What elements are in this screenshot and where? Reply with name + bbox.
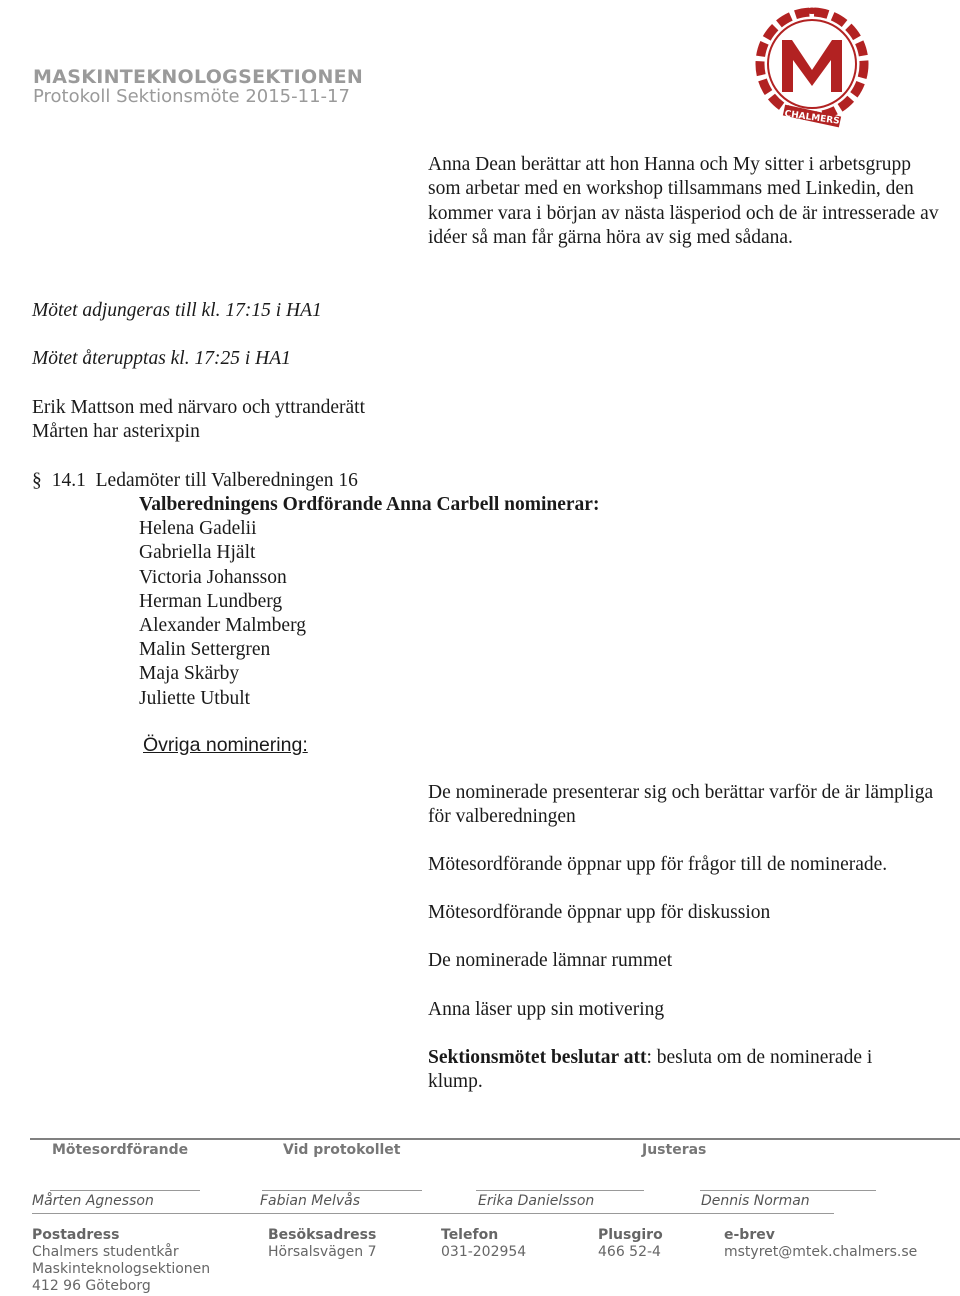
section-number: 14.1 — [51, 470, 86, 491]
footer-divider — [30, 1138, 960, 1140]
meeting-adjourned: Mötet adjungeras till kl. 17:15 i HA1 — [32, 300, 322, 321]
section-heading — [32, 469, 358, 493]
proceeding-presentation: De nominerade presenterar sig och berättar varför de är lämpliga för valberedningen — [428, 782, 934, 828]
email-address[interactable]: mstyret@mtek.chalmers.se — [724, 1244, 918, 1260]
visit-label: Besöksadress — [268, 1227, 377, 1243]
role-adjusters: Justeras — [642, 1142, 707, 1158]
intro-paragraph: Anna Dean berättar att hon Hanna och My sitter i arbetsgrupp som arbetar med en workshop tillsammans med Linkedin, den kommer vara i början av nästa läsperiod och de är intresserade av idéer så man får gärna höra av sig med sådana. — [428, 154, 939, 248]
email-label: e-brev — [724, 1227, 775, 1243]
section-title: Ledamöter till Valberedningen 16 — [95, 470, 358, 491]
signature-secretary: Fabian Melvås — [260, 1193, 361, 1209]
giro-label: Plusgiro — [598, 1227, 663, 1243]
list-item: Helena Gadelii — [139, 518, 257, 540]
proceeding-motivation: Anna läser upp sin motivering — [428, 999, 665, 1020]
postal-line: Chalmers studentkår — [32, 1244, 179, 1260]
note-marten: Mårten har asterixpin — [32, 421, 200, 442]
decision-text: : besluta om de nominerade i klump. — [428, 1047, 873, 1093]
list-item: Victoria Johansson — [139, 566, 287, 588]
decision-label: Sektionsmötet beslutar att — [428, 1047, 647, 1068]
postal-address — [32, 1244, 210, 1295]
signature-line — [700, 1190, 876, 1191]
list-item: Malin Settergren — [139, 639, 271, 661]
postal-label: Postadress — [32, 1227, 120, 1243]
note-erik: Erik Mattson med närvaro och yttranderätt — [32, 397, 366, 418]
signature-underline — [32, 1213, 834, 1214]
list-item: Maja Skärby — [139, 663, 240, 685]
postal-line: 412 96 Göteborg — [32, 1278, 151, 1294]
decision — [428, 1046, 918, 1095]
signature-line — [476, 1190, 644, 1191]
signature-adjuster-2: Dennis Norman — [701, 1193, 810, 1209]
proceeding-questions: Mötesordförande öppnar upp för frågor till de nominerade. — [428, 854, 888, 875]
signature-line — [262, 1190, 422, 1191]
signature-adjuster-1: Erika Danielsson — [478, 1193, 595, 1209]
phone-number: 031-202954 — [441, 1244, 527, 1260]
list-item: Juliette Utbult — [139, 687, 251, 709]
proceeding-discussion: Mötesordförande öppnar upp för diskussion — [428, 902, 771, 923]
signature-line — [50, 1190, 200, 1191]
postal-line: Maskinteknologsektionen — [32, 1261, 211, 1277]
proceeding-leave-room: De nominerade lämnar rummet — [428, 950, 673, 971]
list-item: Alexander Malmberg — [139, 615, 306, 637]
svg-text:CHALMERS: CHALMERS — [783, 109, 841, 127]
meeting-resumed: Mötet återupptas kl. 17:25 i HA1 — [32, 348, 291, 369]
list-item: Herman Lundberg — [139, 590, 283, 612]
document-title: Protokoll Sektionsmöte 2015-11-17 — [33, 86, 350, 107]
signature-chair: Mårten Agnesson — [32, 1193, 154, 1209]
chalmers-m-seal-icon — [752, 4, 872, 128]
nominator-line: Valberedningens Ordförande Anna Carbell nominerar: — [139, 494, 600, 515]
section-symbol: § — [32, 470, 42, 491]
visit-address: Hörsalsvägen 7 — [268, 1244, 377, 1260]
other-nominations-label: Övriga nominering: — [143, 734, 308, 756]
list-item: Gabriella Hjält — [139, 542, 256, 564]
plusgiro-number: 466 52-4 — [598, 1244, 661, 1260]
role-chair: Mötesordförande — [52, 1142, 189, 1158]
nominee-list — [139, 493, 599, 711]
organization-name: MASKINTEKNOLOGSEKTIONEN — [33, 66, 364, 88]
role-secretary: Vid protokollet — [283, 1142, 401, 1158]
phone-label: Telefon — [441, 1227, 499, 1243]
